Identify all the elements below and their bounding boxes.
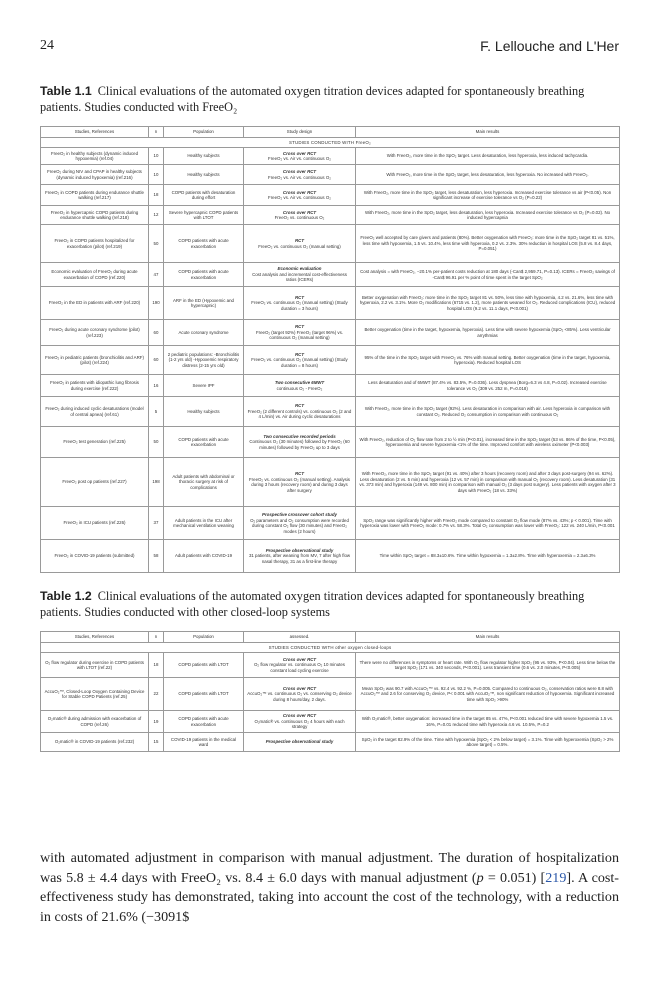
design-type: Cross over RCT — [282, 209, 317, 215]
results-cell: With FreeO₂, more time in the SpO₂ target (92%). Less desaturation in comparison with air. Less hyperoxia in comparison with constant O₂. Reduced O₂ consumption in comparison with continuous O₂ — [356, 397, 620, 427]
col-header: Population — [164, 127, 244, 138]
design-type: Cross over RCT — [282, 656, 317, 662]
population-cell: Severe IPF — [164, 375, 244, 397]
design-type: RCT — [294, 324, 305, 330]
table-row — [41, 458, 620, 507]
design-cell — [244, 320, 356, 346]
table-row — [41, 263, 620, 287]
study-cell: FreeO₂ in pediatric patients (bronchiolitis and ARF) (pilot) (ref.224) — [41, 346, 149, 375]
n-cell: 10 — [149, 165, 164, 185]
design-cell — [244, 507, 356, 540]
design-detail: AccuO₂™ vs. continuous O₂ vs. conserving O₂ device during 8 hours/day, 2 days. — [247, 691, 352, 702]
results-cell: FreeO₂ well accepted by care givers and patients (80%). Better oxygenation with FreeO₂: more time in the SpO₂ target 81 vs. 51%, less time with hypoxemia, 1.5 vs. 10.4%, less time with hyperoxia, 0.2 vs. 2.3%. 30% reduction in hospital LOS (5.8 vs. 8.4 days, P=0.051) — [356, 225, 620, 263]
design-type: Cross over RCT — [282, 685, 317, 691]
col-header: Main results — [356, 632, 620, 643]
study-cell: FreeO₂ in ICU patients (ref.226) — [41, 507, 149, 540]
results-cell: With FreeO₂, more time in the SpO₂ target. Less desaturation, less hyperoxia, less induced tachycardia. — [356, 148, 620, 165]
design-type: Cross over RCT — [282, 169, 317, 175]
table2-caption — [40, 589, 619, 620]
table-row — [41, 206, 620, 225]
col-header: assessed. — [244, 632, 356, 643]
results-cell: With FreeO₂, more time in the SpO₂ target, less desaturation, less hyperoxia. Increased exercise tolerance vs air (P<0.05). Non significant increase of exercise tolerance vs O₂ (P=0.22) — [356, 185, 620, 206]
reference-link[interactable]: 219 — [545, 869, 567, 886]
design-cell — [244, 540, 356, 573]
design-cell — [244, 185, 356, 206]
n-cell: 50 — [149, 225, 164, 263]
n-cell: 50 — [149, 427, 164, 458]
table-row — [41, 225, 620, 263]
table2-body — [41, 642, 620, 752]
design-detail: FreeO₂ vs. continuous O₂ (manual setting) — [258, 243, 341, 249]
table-row — [41, 148, 620, 165]
body-paragraph — [40, 849, 619, 927]
results-cell: SpO₂ range was significantly higher with FreeO₂ mode compared to constant O₂ flow mode (87% vs. 43%; p < 0.001). Time with hyperoxia was lower with FreeO₂ mode: 0.7% vs. 58.3%. Total O₂ consumption was lower with FreeO₂: 122 vs. 240 L/min, P<0.001 — [356, 507, 620, 540]
design-cell — [244, 287, 356, 320]
n-cell: 5 — [149, 397, 164, 427]
results-cell: Cost analysis = with FreeO₂, −20.1% per-patient costs reduction at 180 days (-Can$ 2,959.71, P=0.13). ICERs = FreeO₂ savings of -Can$ 96.91 per % point of time spent in the target SpO₂ — [356, 263, 620, 287]
col-header: Study design — [244, 127, 356, 138]
study-cell: FreeO₂ in COVID-19 patients (submitted) — [41, 540, 149, 573]
design-type: Two consecutive recorded periods — [263, 433, 336, 439]
col-header: n — [149, 632, 164, 643]
page-header — [40, 38, 619, 56]
n-cell: 19 — [149, 711, 164, 733]
results-cell: There were no differences in symptoms or heart rate. With O₂ flow regulator higher SpO₂ (95 vs. 93%, P<0.04). Less time below the target SpO₂ (171 vs. 340 seconds, P<0.001). Less transient time (0.6 vs. 2.0 minutes, P<0.005) — [356, 653, 620, 678]
design-cell — [244, 165, 356, 185]
table1-body — [41, 137, 620, 573]
design-detail: FreeO₂ vs. Air vs. continuous O₂ — [268, 156, 331, 162]
population-cell: 2 pediatric populations: -Bronchiolitis (1-2 yrs old) -Hypoxemic respiratory distress (2-15 yrs old) — [164, 346, 244, 375]
table-row — [41, 733, 620, 752]
table-row — [41, 711, 620, 733]
population-cell: COPD patients with LTOT — [164, 653, 244, 678]
results-cell: SpO₂ in the target 82.9% of the time. Time with hypoxemia (SpO₂ < 2% below target) = 3.1%. Time with hyperoxemia (SpO₂ > 2% above target) = 0.5%. — [356, 733, 620, 752]
design-detail: FreeO₂ vs. Air vs. continuous O₂ — [268, 195, 331, 201]
col-header: n — [149, 127, 164, 138]
study-cell: FreeO₂ during NIV and CPAP in healthy subjects (dynamic induced hypoxemia) (ref.216) — [41, 165, 149, 185]
n-cell: 58 — [149, 540, 164, 573]
table2-header-row — [41, 632, 620, 643]
running-head: F. Lellouche and L'Her — [480, 38, 619, 54]
population-cell: Healthy subjects — [164, 165, 244, 185]
results-cell: With FreeO₂, reduction of O₂ flow rate from 2 to ½ min (P<0.01), increased time in the SpO₂ target (53 vs. 86% of the time, P<0.05), hyperoxemia and severe hypoxemia <1% of the time. Improved comfort with wireless oximeter (P<0.003) — [356, 427, 620, 458]
design-type: Prospective observational study — [265, 547, 334, 553]
n-cell: 190 — [149, 287, 164, 320]
design-cell — [244, 733, 356, 752]
results-cell: Better oxygenation (time in the target, hypoxemia, hyperoxia). Less time with severe hypoxemia (SpO₂ <85%). Less ventricular arrythmias — [356, 320, 620, 346]
design-detail: FreeO₂ vs. continuous O₂ (manual setting). Analysis during 3 hours (recovery room) and during 3 days after surgery — [248, 476, 351, 493]
section-label: STUDIES CONDUCTED WITH FreeO₂ — [41, 137, 620, 148]
table1-caption — [40, 84, 619, 115]
design-cell — [244, 458, 356, 507]
population-cell: Severe hypercapnic COPD patients with LTOT — [164, 206, 244, 225]
study-cell: Economic evaluation of FreeO₂ during acute exacerbation of COPD (ref.220) — [41, 263, 149, 287]
study-cell: AccuO₂™, Closed-Loop Oxygen Containing Device for Stable COPD Patients (ref.25) — [41, 678, 149, 711]
design-type: Two consecutive 6MWT — [274, 380, 325, 386]
study-cell: FreeO₂ test generation (ref.225) — [41, 427, 149, 458]
section-label: STUDIES CONDUCTED WITH other oxygen closed-loops — [41, 642, 620, 653]
table-row — [41, 507, 620, 540]
n-cell: 18 — [149, 185, 164, 206]
n-cell: 198 — [149, 458, 164, 507]
population-cell: Healthy subjects — [164, 148, 244, 165]
design-type: RCT — [294, 238, 305, 244]
design-detail: O₂ parameters and O₂ consumption were recorded during constant O₂ flow (30 minutes) and FreeO₂ modes (2 hours) — [250, 517, 349, 534]
design-cell — [244, 225, 356, 263]
results-cell: Time within SpO₂ target = 88.3±10.6%. Time within hypoxemia = 1.3±2.8%. Time with hyperoxemia = 2.3±6.3% — [356, 540, 620, 573]
table-row — [41, 427, 620, 458]
design-detail: O₂matic® vs. continuous O₂ 4 hours with each strategy — [254, 718, 345, 730]
results-cell: With FreeO₂, more time in the SpO₂ target (91 vs. 40%) after 3 hours (recovery room) and after 3 days post-surgery (94 vs. 62%). Less desaturation (2 vs. 5 min) and hyperoxia (12 vs. 57 min) in comparison with manual O₂ (recovery room). Less desaturation (31 vs. 373 min) and hyperoxia (149 vs. 800 min) in comparison with manual O₂ (3 days post surgery). Less patients with oxygen after 3 days with FreeO₂ (18 vs. 33%) — [356, 458, 620, 507]
table-row — [41, 653, 620, 678]
design-type: RCT — [294, 294, 305, 300]
population-cell: COPD patients with acute exacerbation — [164, 263, 244, 287]
design-type: RCT — [294, 471, 305, 476]
table2 — [40, 631, 620, 752]
population-cell: COPD patients with acute exacerbation — [164, 427, 244, 458]
population-cell: ARF in the ED (Hypoxemic and hypercapnic) — [164, 287, 244, 320]
table2-caption-text: Clinical evaluations of the automated oxygen titration devices adapted for spontaneously breathing patients. Studies conducted with other closed-loop systems — [40, 589, 585, 619]
population-cell: COPD patients with acute exacerbation — [164, 711, 244, 733]
population-cell: Adult patients with abdominal or thoracic surgery at risk of complications — [164, 458, 244, 507]
design-cell — [244, 397, 356, 427]
table1 — [40, 126, 620, 573]
design-detail: FreeO₂ vs. Air vs. continuous O₂ — [268, 174, 331, 180]
study-cell: FreeO₂ in healthy subjects (dynamic induced hypoxemia) (ref.04) — [41, 148, 149, 165]
n-cell: 37 — [149, 507, 164, 540]
n-cell: 60 — [149, 346, 164, 375]
col-header: Main results — [356, 127, 620, 138]
design-detail: FreeO₂ (2 different controls) vs. continuous O₂ (2 and 4 L/min) vs. Air during cyclic desaturations — [247, 408, 352, 420]
results-cell: With O₂matic®, better oxygenation: increased time in the target 85 vs. 47%, P<0.001 reduced time with severe hypoxemia 1.5 vs. 16%, P=0.01 reduced time with hyperoxia 4.6 vs. 10.5%, P=0.2 — [356, 711, 620, 733]
table1-caption-text: Clinical evaluations of the automated oxygen titration devices adapted for spontaneously breathing patients. Studies conducted with FreeO₂ — [40, 84, 585, 114]
n-cell: 18 — [149, 653, 164, 678]
section-row — [41, 642, 620, 653]
table1-label: Table 1.1 — [40, 84, 92, 98]
table-row — [41, 287, 620, 320]
col-header: Population — [164, 632, 244, 643]
design-detail: FreeO₂ vs. continuous O₂ (manual setting) (Study duration = 8 hours) — [251, 357, 348, 368]
n-cell: 22 — [149, 678, 164, 711]
study-cell: FreeO₂ in patients with idiopathic lung fibrosis during exercise (ref.222) — [41, 375, 149, 397]
results-cell: With FreeO₂, more time in the SpO₂ target, less desaturation, less hyperoxia. Increased exercise tolerance vs O₂ (P=0.02). No induced hypercapnia — [356, 206, 620, 225]
design-detail: 31 patients, after weaning from MV, 7 after high flow nasal therapy, 31 as a first-line therapy — [248, 553, 351, 564]
results-cell: Less desaturation and of 6MWT (87.4% vs. 83.5%, P=0.036). Less dyspnea (Borg=6.3 vs 4.8, P=0.02). Increased exercise tolerance vs O₂ (309 vs. 252 m, P=0.018) — [356, 375, 620, 397]
design-type: Cross over RCT — [282, 713, 317, 719]
study-cell: O₂matic® in COVID-19 patients (ref.232) — [41, 733, 149, 752]
study-cell: FreeO₂ during acute coronary syndrome (pilot) (ref.223) — [41, 320, 149, 346]
population-cell: COVID-19 patients in the medical ward — [164, 733, 244, 752]
design-type: Prospective observational study — [265, 739, 334, 745]
design-cell — [244, 375, 356, 397]
design-detail: O₂ flow regulator vs. continuous O₂ 10 minutes constant load cycling exercise — [253, 662, 346, 673]
table-row — [41, 185, 620, 206]
table-row — [41, 397, 620, 427]
design-detail: continuous O₂ - FreeO₂ — [276, 385, 323, 391]
n-cell: 47 — [149, 263, 164, 287]
table-row — [41, 375, 620, 397]
study-cell: FreeO₂ in COPD patients hospitalized for exacerbation (pilot) (ref.219) — [41, 225, 149, 263]
design-type: Cross over RCT — [282, 189, 317, 195]
table1-header-row — [41, 127, 620, 138]
body-text-1: with automated adjustment in comparison with manual adjustment. The duration of hospitalization was 5.8 ± 4.4 days with FreeO₂ vs. 8.4 ± 6.0 days with manual adjustment ( — [40, 850, 619, 886]
body-text-3: ]. A cost-effectiveness study has demonstrated, taking into account the cost of the technology, with a reduction in costs of 21.6% (−3091$ — [40, 869, 619, 925]
section-row — [41, 137, 620, 148]
design-detail: FreeO₂ (target 92%) FreeO₂ (target 96%) vs. continuous O₂ (manual setting) — [255, 329, 344, 341]
design-type: Economic evaluation — [277, 266, 322, 272]
table-row — [41, 678, 620, 711]
design-cell — [244, 263, 356, 287]
design-type: Prospective crossover cohort study — [262, 512, 337, 517]
table-row — [41, 346, 620, 375]
study-cell: FreeO₂ in hypercapnic COPD patients during endurance shuttle walking (ref.218) — [41, 206, 149, 225]
n-cell: 12 — [149, 206, 164, 225]
study-cell: FreeO₂ post op patients (ref.227) — [41, 458, 149, 507]
design-type: RCT — [294, 403, 305, 409]
study-cell: FreeO₂ in COPD patients during endurance shuttle walking (ref.217) — [41, 185, 149, 206]
results-cell: 95% of the time in the SpO₂ target with FreeO₂ vs. 76% with manual setting. Better oxygenation (time in the target, hypoxemia, hyperoxia). Reduced hospital LOS — [356, 346, 620, 375]
population-cell: Healthy subjects — [164, 397, 244, 427]
population-cell: Adult patients with COVID-19 — [164, 540, 244, 573]
results-cell: Mean SpO₂ was 90.7 with AccuO₂™ vs. 92.4 vs. 92.2 %, P=0.005. Compared to continuous O₂, conservation ratios were 8.8 with AccuO₂™ and 2.6 for conserving O₂ device, P< 0.001 with AccuO₂™, non significant reduction of hypoxemia. Significant increased time with SpO₂ >90% — [356, 678, 620, 711]
design-cell — [244, 653, 356, 678]
page-number: 24 — [40, 38, 54, 53]
body-text-2: = 0.051) [ — [483, 869, 546, 886]
design-cell — [244, 148, 356, 165]
design-cell — [244, 206, 356, 225]
body-text-italic: p — [476, 869, 484, 886]
design-detail: FreeO₂ vs. continuous O₂ — [274, 215, 325, 221]
study-cell: O₂ flow regulator during exercise in COPD patients with LTOT (ref.22) — [41, 653, 149, 678]
study-cell: O₂matic® during admission with exacerbation of COPD (ref.26) — [41, 711, 149, 733]
col-header: Studies, References — [41, 632, 149, 643]
design-cell — [244, 346, 356, 375]
results-cell: Better oxygenation with FreeO₂: more time in the SpO₂ target 81 vs. 50%, less time with hypoxemia, 4.2 vs. 21.6%, less time with hyperoxia, 2.2 vs. 3.1%. More O₂ modifications (6715 vs. 1.2), more patients weaned for O₂. Reduced complications (ICU), reduced hospital LOS (9.2 vs. 11.1 days, P<0.001) — [356, 287, 620, 320]
n-cell: 15 — [149, 733, 164, 752]
n-cell: 16 — [149, 375, 164, 397]
table-row — [41, 320, 620, 346]
population-cell: COPD patients with desaturation during effort — [164, 185, 244, 206]
design-type: RCT — [294, 351, 305, 357]
population-cell: COPD patients with LTOT — [164, 678, 244, 711]
n-cell: 10 — [149, 148, 164, 165]
study-cell: FreeO₂ in the ED in patients with ARF (ref.220) — [41, 287, 149, 320]
col-header: Studies, References — [41, 127, 149, 138]
population-cell: Acute coronary syndrome — [164, 320, 244, 346]
design-type: Cross over RCT — [282, 150, 317, 156]
table2-label: Table 1.2 — [40, 589, 92, 603]
study-cell: FreeO₂ during induced cyclic desaturations (model of central apnea) (ref.61) — [41, 397, 149, 427]
design-cell — [244, 427, 356, 458]
table-row — [41, 540, 620, 573]
design-cell — [244, 711, 356, 733]
design-cell — [244, 678, 356, 711]
design-detail: Cost analysis and incremental cost-effectiveness ratios (ICERs) — [252, 271, 347, 283]
design-detail: Continuous O₂ (30 minutes) followed by FreeO₂ (60 minutes) followed by FreeO₂ up to 3 days — [249, 439, 350, 450]
population-cell: COPD patients with acute exacerbation — [164, 225, 244, 263]
design-detail: FreeO₂ vs. continuous O₂ (manual setting) (Study duration = 3 hours) — [251, 300, 348, 311]
results-cell: With FreeO₂, more time in the SpO₂ target, less desaturation, less hyperoxia. No increased with FreeO₂. — [356, 165, 620, 185]
table-row — [41, 165, 620, 185]
population-cell: Adult patients in the ICU after mechanical ventilation weaning — [164, 507, 244, 540]
n-cell: 60 — [149, 320, 164, 346]
